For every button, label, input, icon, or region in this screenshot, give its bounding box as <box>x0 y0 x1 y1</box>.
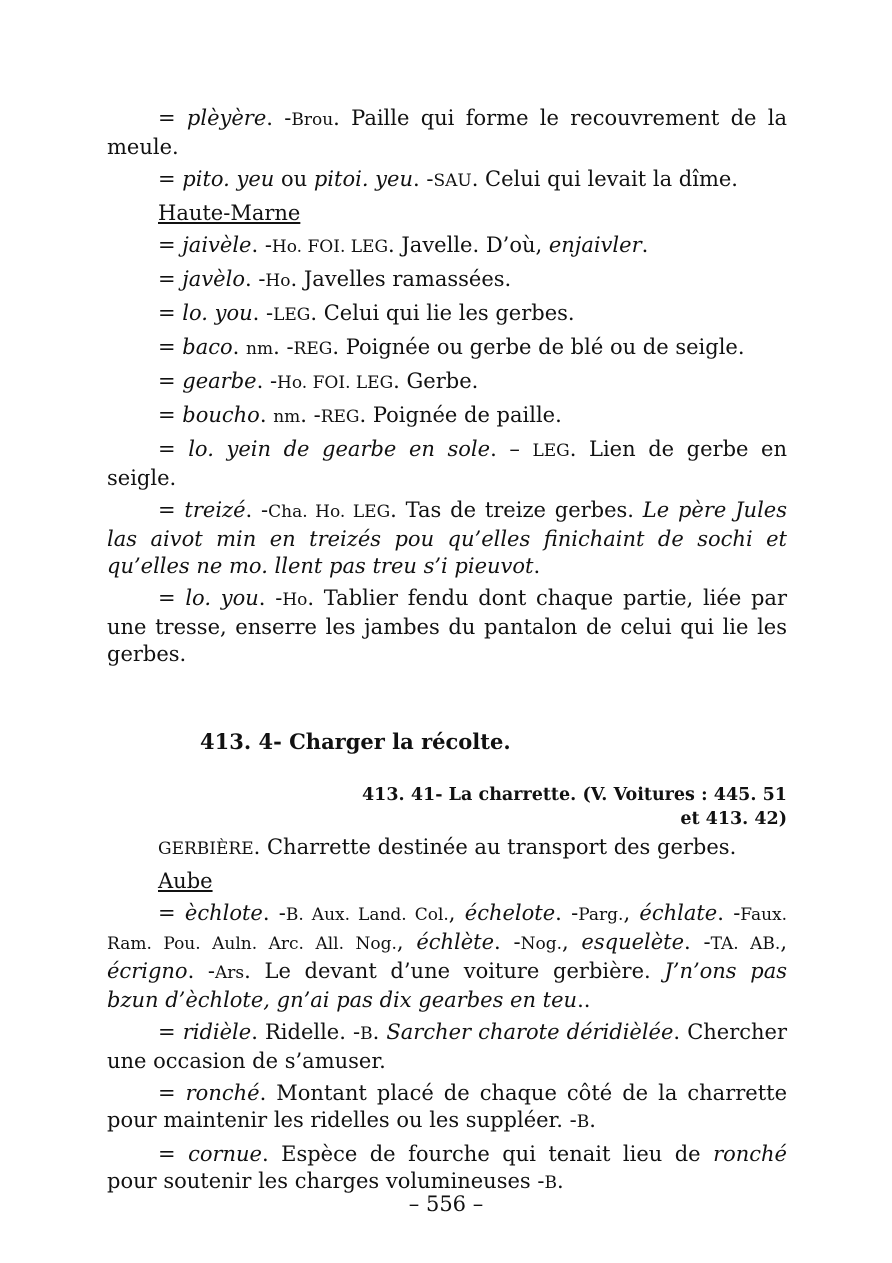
term: échlate <box>639 901 718 925</box>
text: . - <box>300 403 321 427</box>
text: . - <box>273 335 294 359</box>
text: . - <box>717 901 741 925</box>
text: = <box>158 586 186 610</box>
source-abbr: Parg. <box>578 905 624 925</box>
section-heading: 413. 4- Charger la récolte. <box>200 729 511 754</box>
entries-aube <box>107 834 787 1197</box>
text: = <box>158 233 183 257</box>
text: .. <box>577 988 591 1012</box>
text: . Le devant d’une voiture gerbière. <box>244 959 665 983</box>
text: . - <box>412 167 434 191</box>
term: pitoi. yeu <box>313 167 413 191</box>
text: . Tas de treize gerbes. <box>390 498 643 522</box>
term: cornue <box>188 1142 262 1166</box>
source-abbr: nm <box>273 407 301 427</box>
source-abbr: GERBIÈRE <box>158 839 254 859</box>
entry-lo-you-1 <box>107 300 787 329</box>
text: = <box>158 1020 183 1044</box>
text: = <box>158 167 183 191</box>
term: lo. you <box>182 301 253 325</box>
text: , <box>448 901 465 925</box>
entry-baco <box>107 334 787 363</box>
term: gearbe <box>182 369 257 393</box>
text: . <box>533 554 541 578</box>
entry-treize <box>107 497 787 580</box>
source-abbr: Faux. Ram. Pou. Auln. Arc. All. Nog. <box>107 905 788 954</box>
term: Sarcher charote déridièlée <box>386 1020 674 1044</box>
source-abbr: Ho. FOI. LEG <box>271 237 389 257</box>
text: . Tablier fendu dont chaque partie, liée par une tresse, enserre les jambes du pantalon de celui qui lie les gerbes. <box>107 586 787 666</box>
source-abbr: SAU <box>433 171 472 191</box>
text: . Charrette destinée au transport des gerbes. <box>253 835 737 859</box>
text: . Celui qui lie les gerbes. <box>310 301 575 325</box>
text: . Montant placé de chaque côté de la charrette pour maintenir les ridelles ou les suppléer. - <box>107 1081 788 1132</box>
source-abbr: REG <box>293 339 333 359</box>
text: = <box>158 335 183 359</box>
page-number: – 556 – <box>408 1192 484 1216</box>
text: . <box>589 1108 596 1132</box>
text: = <box>158 498 185 522</box>
text: . - <box>187 959 216 983</box>
text: = <box>158 901 185 925</box>
text: . – <box>490 437 533 461</box>
text: . <box>232 335 247 359</box>
source-abbr: LEG <box>273 305 311 325</box>
text: = <box>158 1142 189 1166</box>
text: . - <box>684 930 711 954</box>
text: . Paille qui forme le recouvrement de la meule. <box>107 106 787 159</box>
text: . Lien de gerbe en seigle. <box>107 437 788 490</box>
term: lo. yein de gearbe en sole <box>188 437 491 461</box>
text: . Gerbe. <box>393 369 479 393</box>
text: ou <box>274 167 314 191</box>
text: , <box>561 930 582 954</box>
text: . - <box>244 267 266 291</box>
term: écrigno <box>107 959 188 983</box>
text: , <box>623 901 640 925</box>
entry-pleyere <box>107 105 787 161</box>
entry-javelo <box>107 266 787 295</box>
source-abbr: Ho. FOI. LEG <box>277 373 394 393</box>
entry-ronche <box>107 1080 787 1136</box>
text: . <box>259 403 274 427</box>
text: . Espèce de fourche qui tenait lieu de <box>261 1142 714 1166</box>
term: plèyère <box>186 106 267 130</box>
text: . - <box>555 901 579 925</box>
term: esquelète <box>581 930 685 954</box>
text: . Poignée de paille. <box>359 403 562 427</box>
text: . - <box>258 586 283 610</box>
text: , <box>396 930 417 954</box>
source-abbr: Cha. Ho. LEG <box>268 502 391 522</box>
region-label <box>158 869 213 893</box>
text: . - <box>494 930 521 954</box>
term: Le père Jules las aivot min en treizés pou qu’elles finichaint de sochi et qu’elles ne mo. llent pas treu s’i pieuvot <box>107 498 787 578</box>
source-abbr: Ho <box>265 271 291 291</box>
text: Haute-Marne <box>158 201 301 225</box>
source-abbr: REG <box>320 407 360 427</box>
term: pito. yeu <box>182 167 275 191</box>
source-abbr: B. Aux. Land. Col. <box>285 905 449 925</box>
text: Aube <box>158 869 213 893</box>
text: . Poignée ou gerbe de blé ou de seigle. <box>332 335 745 359</box>
term: javèlo <box>182 267 245 291</box>
term: échelote <box>464 901 556 925</box>
text: . <box>556 1169 564 1193</box>
text: . - <box>245 498 269 522</box>
term: èchlote <box>184 901 263 925</box>
entry-boucho <box>107 402 787 431</box>
entry-cornue <box>107 1141 787 1197</box>
text: . <box>641 233 649 257</box>
entry-region-haute-marne <box>107 200 787 227</box>
source-abbr: Nog. <box>520 934 562 954</box>
term: baco <box>182 335 233 359</box>
page-body <box>107 105 787 1197</box>
source-abbr: B <box>544 1173 557 1193</box>
entry-lo-you-2 <box>107 585 787 668</box>
entry-gearbe <box>107 368 787 397</box>
text: = <box>158 301 183 325</box>
term: ridièle <box>182 1020 252 1044</box>
term: boucho <box>182 403 260 427</box>
text: = <box>158 267 183 291</box>
text: . - <box>262 901 286 925</box>
term: ronché <box>185 1081 260 1105</box>
term: J’n’ons pas bzun d’èchlote, gn’ai pas dix gearbes en teu <box>107 959 787 1012</box>
text: = <box>158 437 189 461</box>
text: . - <box>256 369 278 393</box>
entry-jaivele <box>107 232 787 261</box>
entry-ridiele <box>107 1019 787 1075</box>
text: = <box>158 1081 186 1105</box>
text: = <box>158 403 183 427</box>
text: pour soutenir les charges volumineuses - <box>107 1169 545 1193</box>
text: . Javelles ramassées. <box>290 267 512 291</box>
source-abbr: TA. AB. <box>710 934 781 954</box>
text: . Javelle. D’où, <box>388 233 549 257</box>
entry-lo-yein <box>107 436 787 492</box>
source-abbr: B <box>576 1112 590 1132</box>
text: = <box>158 106 187 130</box>
text: . - <box>251 233 272 257</box>
entry-region-aube <box>107 868 787 895</box>
text: . - <box>266 106 292 130</box>
term: jaivèle <box>182 233 252 257</box>
source-abbr: B <box>360 1024 373 1044</box>
region-label <box>158 201 300 225</box>
entries-haute-marne <box>107 105 787 668</box>
source-abbr: Ho <box>282 590 308 610</box>
entry-pito-yeu <box>107 166 787 195</box>
term: lo. you <box>185 586 259 610</box>
term: treizé <box>184 498 246 522</box>
source-abbr: nm <box>246 339 274 359</box>
text: . - <box>252 301 274 325</box>
term: ronché <box>713 1142 787 1166</box>
term: échlète <box>416 930 495 954</box>
text: , <box>780 930 788 954</box>
term: enjaivler <box>548 233 642 257</box>
text: . <box>372 1020 387 1044</box>
text: = <box>158 369 183 393</box>
source-abbr: LEG <box>532 441 570 461</box>
entry-gerbiere <box>107 834 787 863</box>
entry-echlote <box>107 900 787 1014</box>
text: . Celui qui levait la dîme. <box>471 167 738 191</box>
text: . Ridelle. - <box>251 1020 361 1044</box>
source-abbr: Brou <box>291 110 334 130</box>
text: . Chercher une occasion de s’amuser. <box>107 1020 788 1073</box>
subsection-heading: 413. 41- La charrette. (V. Voitures : 445. 51 et 413. 42) <box>362 785 787 829</box>
source-abbr: Ars <box>215 963 245 983</box>
